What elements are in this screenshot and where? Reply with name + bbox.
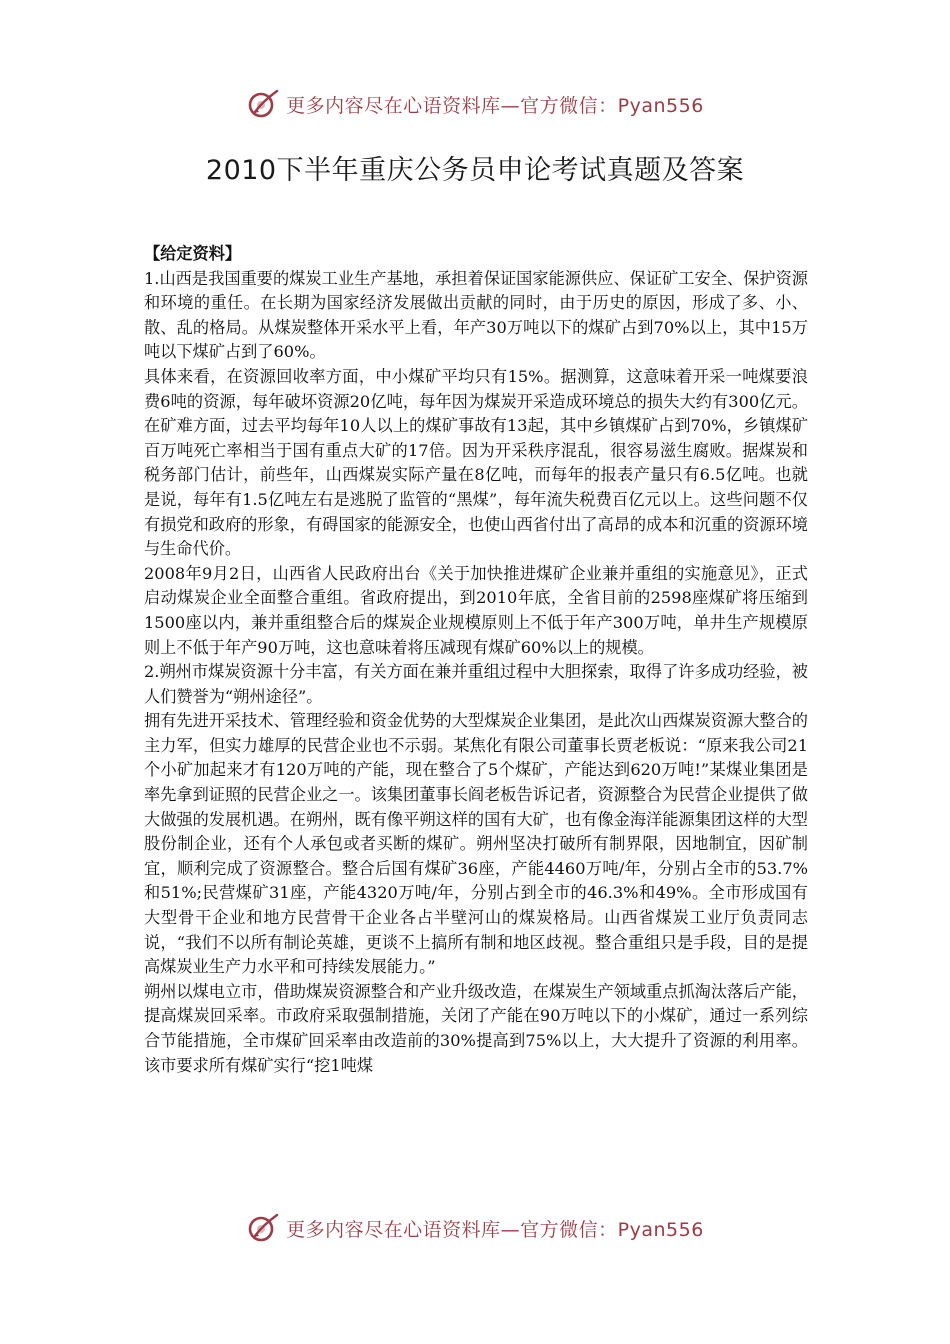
paragraph: 1.山西是我国重要的煤炭工业生产基地，承担着保证国家能源供应、保证矿工安全、保护资源和环境的重任。在长期为国家经济发展做出贡献的同时，由于历史的原因，形成了多、小、散、乱的格局。从煤炭整体开采水平上看，年产30万吨以下的煤矿占到70%以上，其中15万吨以下煤矿占到了60%。 [144, 268, 808, 362]
document-title: 2010下半年重庆公务员申论考试真题及答案 [205, 155, 745, 186]
header-watermark-banner [0, 82, 950, 126]
watermark-text: 更多内容尽在心语资料库—官方微信：Pyan556 [286, 94, 704, 117]
paragraph: 朔州以煤电立市，借助煤炭资源整合和产业升级改造，在煤炭生产领域重点抓淘汰落后产能，提高煤炭回采率。市政府采取强制措施，关闭了产能在90万吨以下的小煤矿，通过一系列综合节能措施，全市煤矿回采率由改造前的30%提高到75%以上，大大提升了资源的利用率。该市要求所有煤矿实行“挖1吨煤 [144, 981, 808, 1075]
paragraph: 具体来看，在资源回收率方面，中小煤矿平均只有15%。据测算，这意味着开采一吨煤要浪费6吨的资源，每年破坏资源20亿吨，每年因为煤炭开采造成环境总的损失大约有300亿元。在矿难方面，过去平均每年10人以上的煤矿事故有13起，其中乡镇煤矿占到70%，乡镇煤矿百万吨死亡率相当于国有重点大矿的17倍。因为开采秩序混乱，很容易滋生腐败。据煤炭和税务部门估计，前些年，山西煤炭实际产量在8亿吨，而每年的报表产量只有6.5亿吨。也就是说，每年有1.5亿吨左右是逃脱了监管的“黑煤”，每年流失税费百亿元以上。这些问题不仅有损党和政府的形象，有碍国家的能源安全，也使山西省付出了高昂的成本和沉重的资源环境与生命代价。 [144, 366, 808, 559]
section-heading: 【给定资料】 [144, 244, 242, 263]
paragraph: 2008年9月2日，山西省人民政府出台《关于加快推进煤矿企业兼并重组的实施意见》，正式启动煤炭企业全面整合重组。省政府提出，到2010年底，全省目前的2598座煤矿将压缩到1500座以内，兼并重组整合后的煤炭企业规模原则上不低于年产300万吨，单井生产规模原则上不低于年产90万吨，这也意味着将压减现有煤矿60%以上的规模。 [144, 563, 808, 657]
document-body [144, 242, 808, 1078]
brush-logo-icon [246, 87, 280, 121]
paragraph: 2.朔州市煤炭资源十分丰富，有关方面在兼并重组过程中大胆探索，取得了许多成功经验，被人们赞誉为“朔州途径”。 [144, 662, 808, 706]
watermark-text: 更多内容尽在心语资料库—官方微信：Pyan556 [286, 1218, 704, 1241]
footer-watermark-banner [0, 1206, 950, 1250]
brush-logo-icon [246, 1211, 280, 1245]
paragraph: 拥有先进开采技术、管理经验和资金优势的大型煤炭企业集团，是此次山西煤炭资源大整合的主力军，但实力雄厚的民营企业也不示弱。某焦化有限公司董事长贾老板说：“原来我公司21个小矿加起来才有120万吨的产能，现在整合了5个煤矿，产能达到620万吨!”某煤业集团是率先拿到证照的民营企业之一。该集团董事长阎老板告诉记者，资源整合为民营企业提供了做大做强的发展机遇。在朔州，既有像平朔这样的国有大矿，也有像金海洋能源集团这样的大型股份制企业，还有个人承包或者买断的煤矿。朔州坚决打破所有制界限，因地制宜，因矿制宜，顺利完成了资源整合。整合后国有煤矿36座，产能4460万吨/年，分别占全市的53.7%和51%;民营煤矿31座，产能4320万吨/年，分别占到全市的46.3%和49%。全市形成国有大型骨干企业和地方民营骨干企业各占半壁河山的煤炭格局。山西省煤炭工业厅负责同志说，“我们不以所有制论英雄，更谈不上搞所有制和地区歧视。整合重组只是手段，目的是提高煤炭业生产力水平和可持续发展能力。” [144, 711, 808, 977]
